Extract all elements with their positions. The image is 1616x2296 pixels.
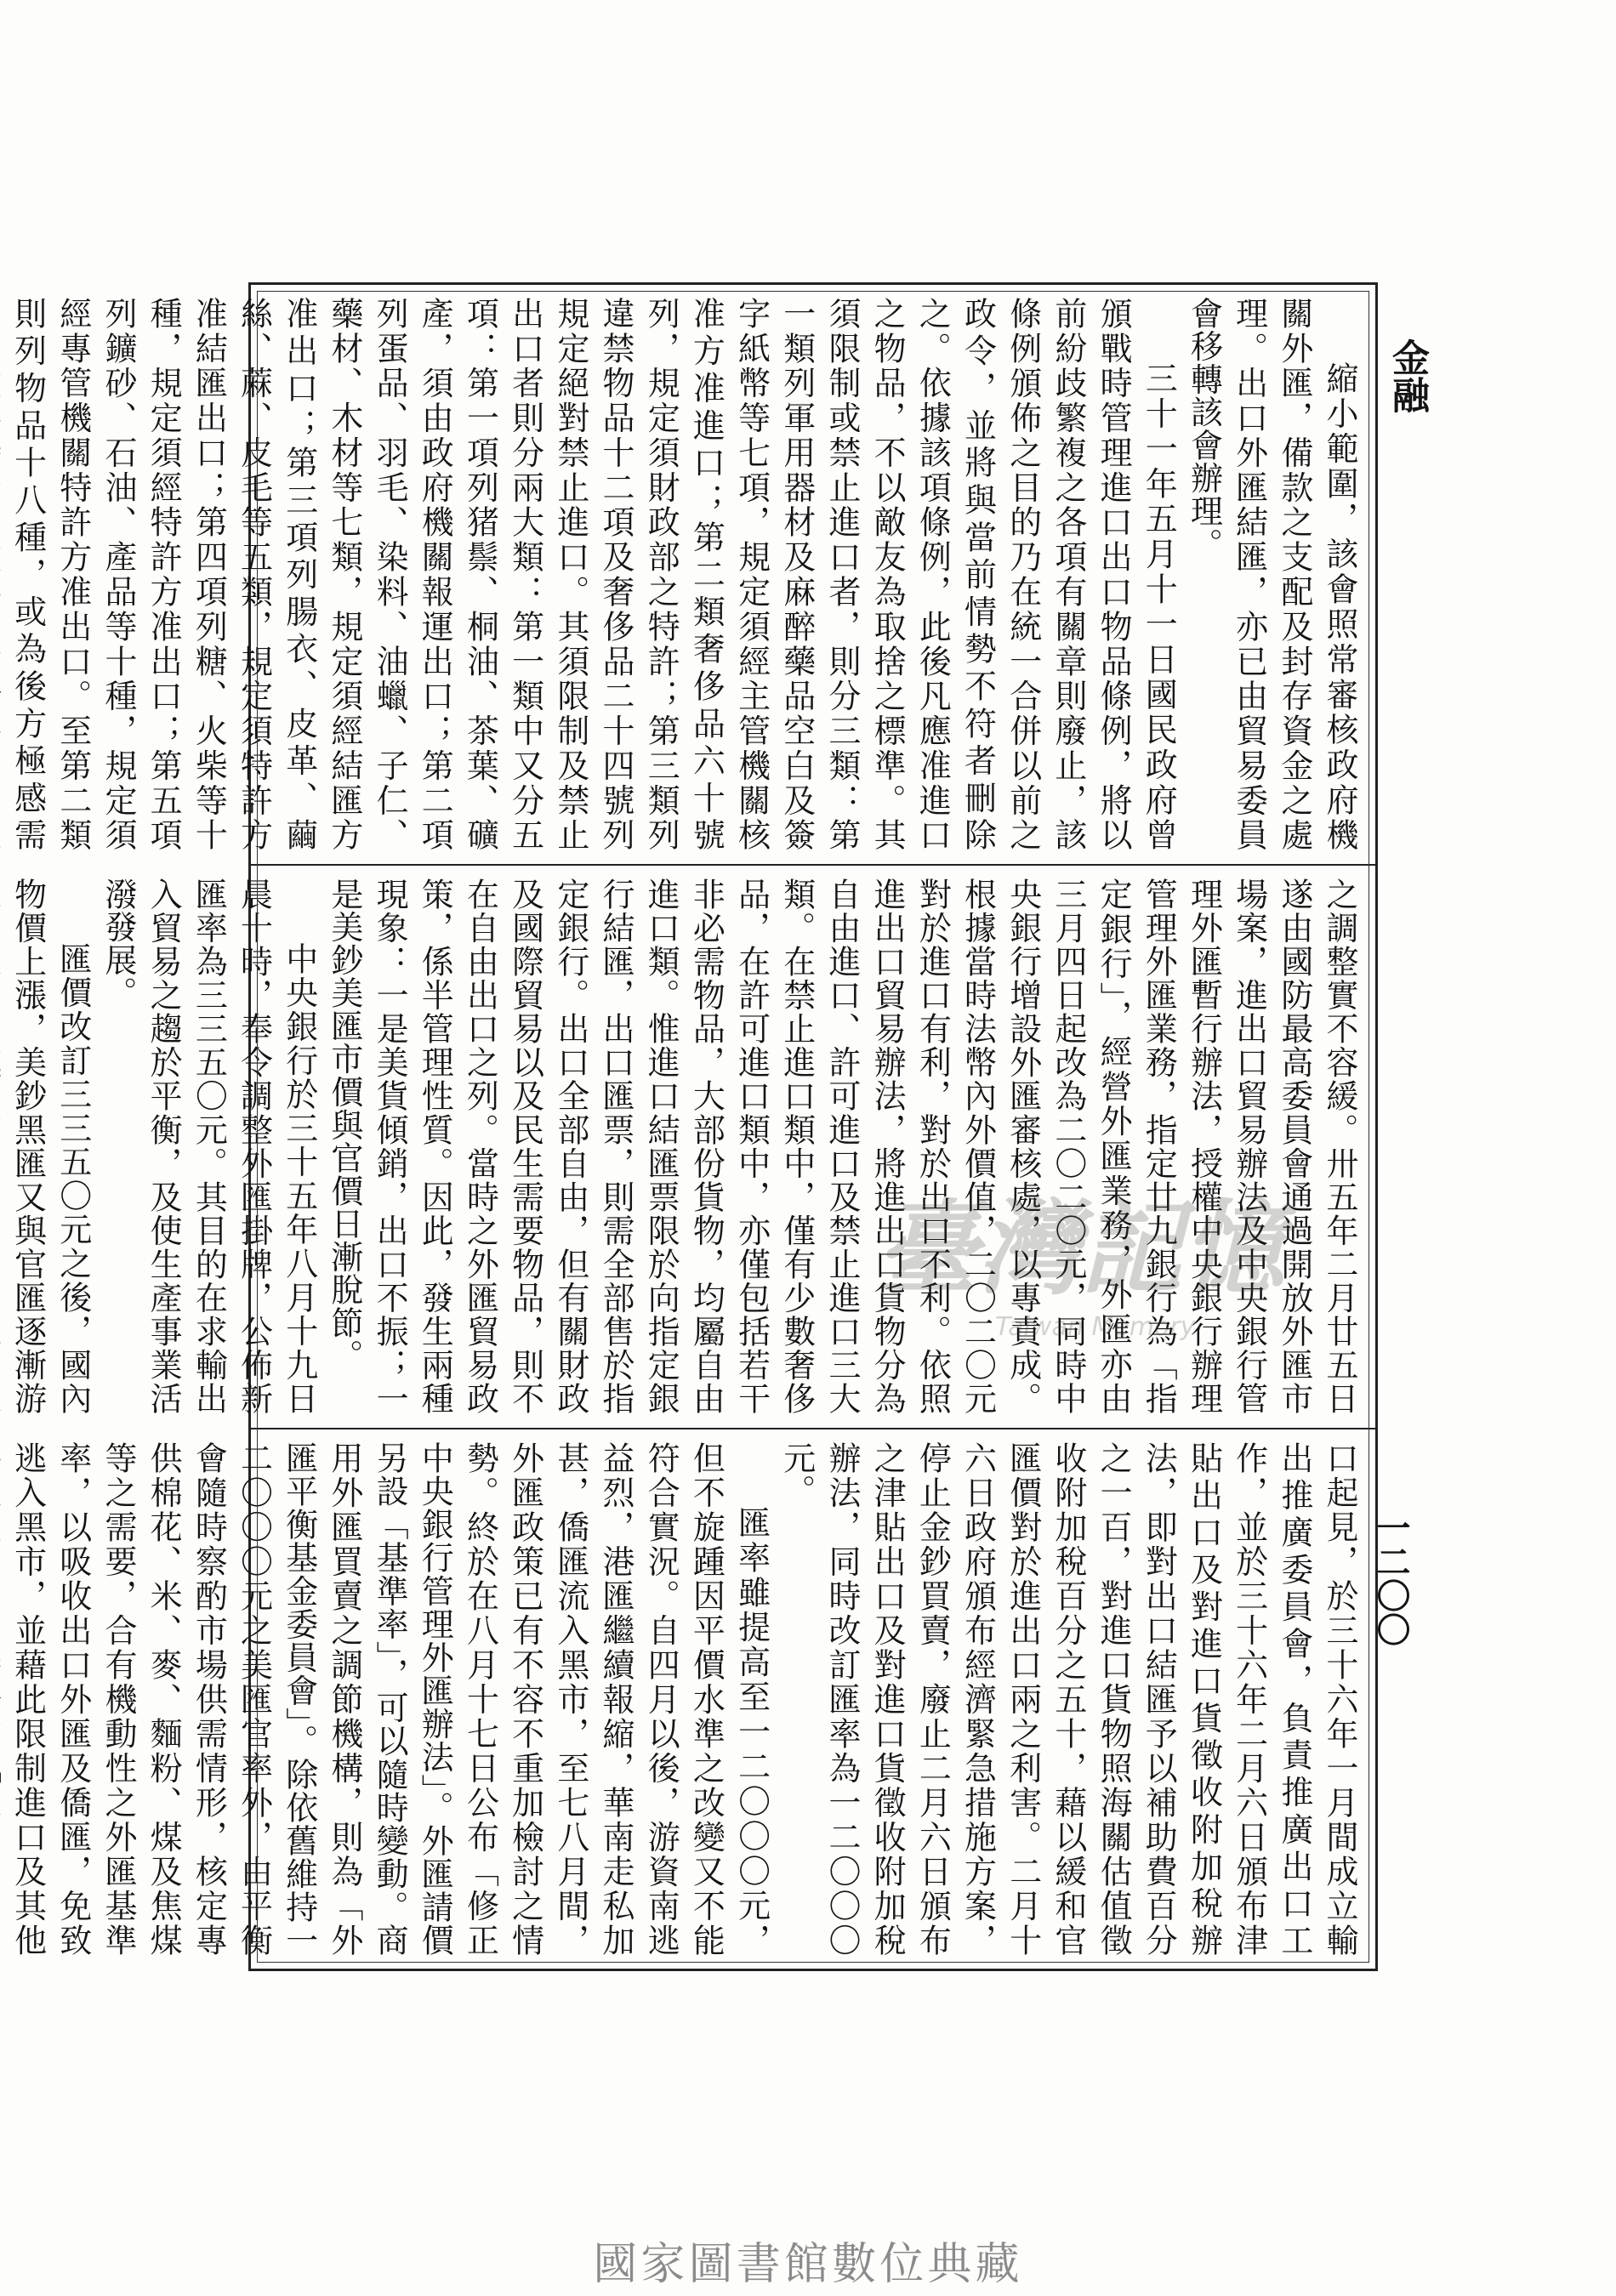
page-number: 一二〇〇 bbox=[1371, 1510, 1411, 1646]
watermark-en-text: Taiwan Memory bbox=[995, 1312, 1196, 1342]
paragraph: 之調整實不容緩。卅五年二月廿五日遂由國防最高委員會通過開放外匯市場案，進出口貿易辦法及中央銀行管理外匯暫行辦法，授權中央銀行辦理管理外匯業務，指定廿九銀行為「指定銀行」，經營外匯業務，外匯亦由三月四日起改為二〇二〇元，同時中央銀行增設外匯審核處，以專責成。根據當時法幣內外價值，二〇二〇元對於進口有利，對於出口不利。依照進出口貿易辦法，將進出口貨物分為自由進口、許可進口及禁止進口三大類。在禁止進口類中，僅有少數奢侈品，在許可進口類中，亦僅包括若干非必需物品，大部份貨物，均屬自由進口類。惟進口結匯票限於向指定銀行結匯，出口匯票，則需全部售於指定銀行。出口全部自由，但有關財政及國際貿易以及民生需要物品，則不在自由出口之列。當時之外匯貿易政策，係半管理性質。因此，發生兩種現象：一是美貨傾銷，出口不振；一是美鈔美匯市價與官價日漸脫節。 bbox=[325, 878, 1358, 1415]
text-band-middle bbox=[9, 866, 1375, 1427]
running-title: 金融 bbox=[1386, 338, 1429, 413]
paragraph: 口起見，於三十六年一月間成立輸出推廣委員會，負責推廣出口工作，並於三十六年二月六日頒布津貼出口及對進口貨徵收附加稅辦法，即對出口結匯予以補助費百分之一百，對進口貨物照海關估值徵收附加稅百分之五十，藉以緩和官匯價對於進出口兩之利害。二月十六日政府頒布經濟緊急措施方案，停止金鈔買賣，廢止二月六日頒布之津貼出口及對進口貨徵收附加稅辦法，同時改訂匯率為一二〇〇〇元。 bbox=[777, 1441, 1358, 1957]
paragraph: 三十一年五月十一日國民政府曾頒戰時管理進口出口物品條例，將以前紛歧繁複之各項有關章則廢止，該條例頒佈之目的乃在統一合併以前之政令，並將與當前情勢不符者刪除之。依據該項條例，此後凡應准進口之物品，不以敵友為取捨之標準。其須限制或禁止進口者，則分三類：第一類列軍用器材及麻醉藥品空白及簽字紙幣等七項，規定須經主管機關核准方准進口；第二類奢侈品六十號列，規定須財政部之特許；第三類列違禁物品十二項及奢侈品二十四號列規定絕對禁止進口。其須限制及禁止出口者則分兩大類：第一類中又分五項：第一項列猪鬃、桐油、茶葉、礦產，須由政府機關報運出口；第二項列蛋品、羽毛、染料、油蠟、子仁、藥材、木材等七類，規定須經結匯方准出口；第三項列腸衣、皮革、繭絲、蔴、皮毛等五類，規定須特許方准結匯出口；第四項列糖、火柴等十種，規定須經特許方准出口；第五項列鑛砂、石油、產品等十種，規定須經專管機關特許方准出口。至第二類則列物品十八種，或為後方極感需 bbox=[9, 297, 1178, 851]
text-band-top bbox=[9, 285, 1375, 863]
text-band-bottom bbox=[9, 1429, 1375, 1969]
paragraph: 匯率雖提高至一二〇〇〇元，但不旋踵因平價水準之改變又不能符合實況。自四月以後，游資南逃益烈，港匯繼續報縮，華南走私加甚，僑匯流入黑市，至七八月間，外匯政策已有不容不重加檢討之情勢。終於在八月十七日公布「修正中央銀行管理外匯辦法」。外匯請價另設「基準率」，可以隨時變動。商用外匯買賣之調節機構，則為「外匯平衡基金委員會」。除依舊維持一二〇〇〇元之美匯官率外，由平衡會隨時察酌市場供需情形，核定專供棉花、米、麥、麵粉、煤及焦煤等之需要，合有機動性之外匯基準率，以吸收出口外匯及僑匯，免致逃入黑市，並藉此限制進口及其他 bbox=[9, 1441, 771, 1957]
paragraph: 中央銀行於三十五年八月十九日晨十時，奉令調整外匯掛牌，公佈新匯率為三三五〇元。其目的在求輸出入貿易之趨於平衡，及使生產事業活潑發展。 bbox=[99, 878, 318, 1415]
paragraph: 匯價改訂三三五〇元之後，國內物價上漲，美鈔黑匯又與官匯逐漸游 bbox=[9, 878, 92, 1415]
watermark-cn-text: 臺灣記憶 bbox=[876, 1189, 1284, 1309]
text-frame bbox=[9, 282, 1378, 1971]
footer-credit: 國家圖書館數位典藏 bbox=[593, 2239, 1023, 2290]
paragraph: 縮小範圍，該會照常審核政府機關外匯，備款之支配及封存資金之處理。出口外匯結匯，亦已由貿易委員會移轉該會辦理。 bbox=[1185, 297, 1358, 851]
